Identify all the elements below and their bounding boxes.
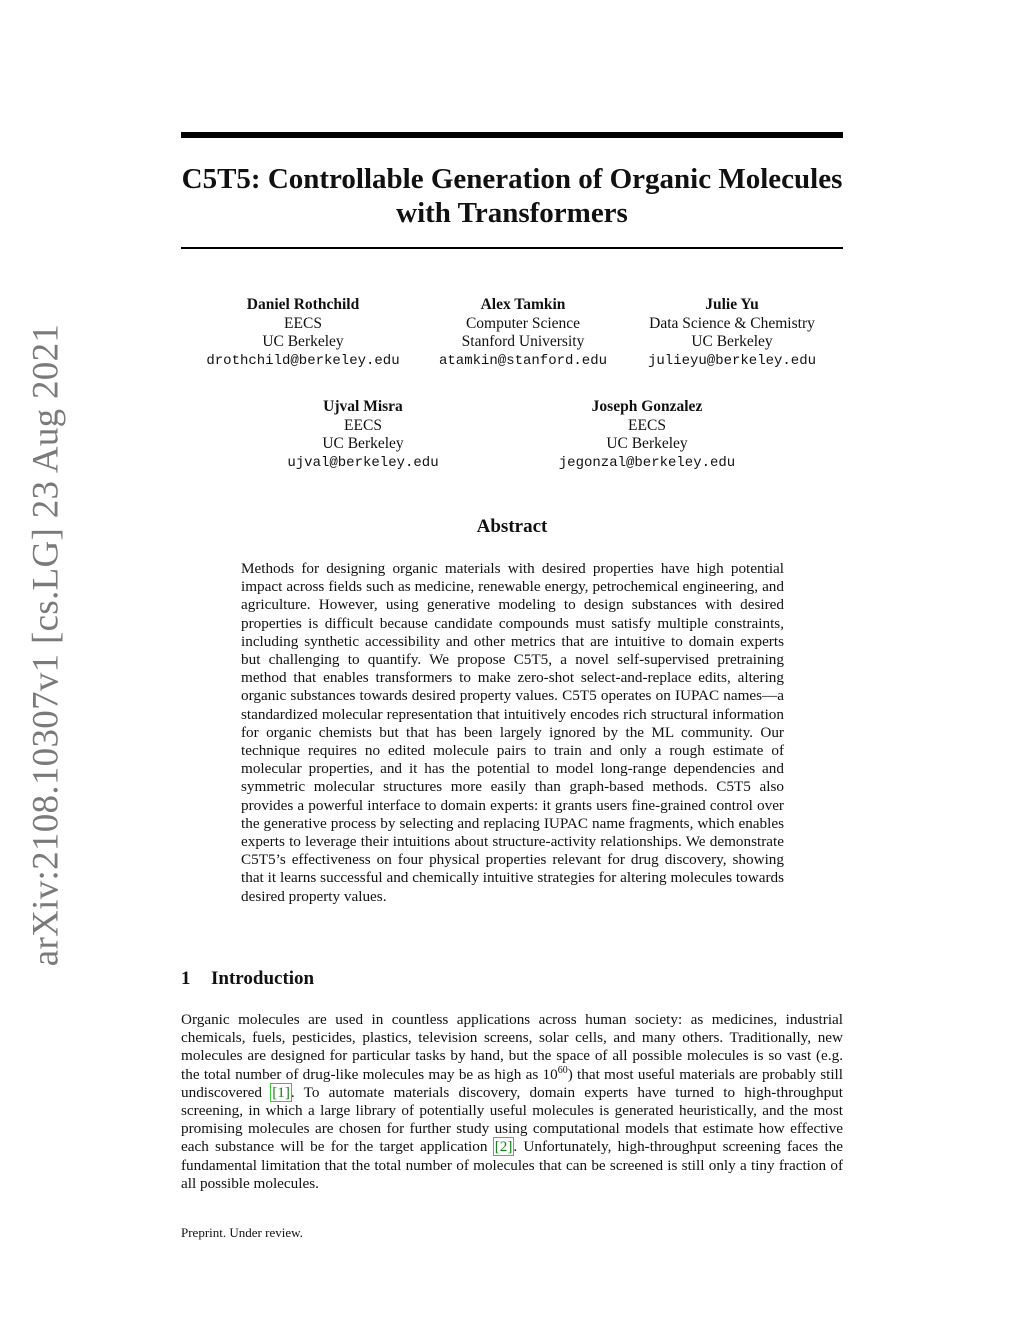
author-dept: Computer Science <box>465 314 581 332</box>
author-block <box>268 398 458 472</box>
author-email[interactable]: atamkin@stanford.edu <box>438 352 608 369</box>
citation-link[interactable]: [2] <box>494 1138 513 1156</box>
exponent: 60 <box>557 1064 568 1076</box>
author-affiliation: UC Berkeley <box>691 333 773 350</box>
paper-title-line-1: C5T5: Controllable Generation of Organic Molecules <box>181 163 843 195</box>
author-dept: EECS <box>628 416 666 434</box>
author-name: Alex Tamkin <box>480 296 566 313</box>
author-email[interactable]: jegonzal@berkeley.edu <box>558 454 736 471</box>
author-name: Daniel Rothchild <box>246 296 360 313</box>
author-email[interactable]: ujval@berkeley.edu <box>287 454 439 471</box>
section-number: 1 <box>181 968 191 989</box>
paper-title <box>181 162 843 230</box>
intro-text-2: ) that most useful materials are probably still undiscovered <box>181 1065 844 1101</box>
author-block <box>418 296 628 370</box>
author-name: Ujval Misra <box>323 398 403 415</box>
title-top-rule <box>181 132 843 138</box>
footer-note: Preprint. Under review. <box>181 1225 303 1240</box>
intro-text-3: . To automate materials discovery, domain experts have turned to high-throughput screening, in which a large library of potentially useful molecules is generated heuristically, and the most promising molecules are chosen for further study using computational models that estimate how effective each substance will be for the target application <box>181 1083 843 1156</box>
author-dept: EECS <box>344 416 382 434</box>
author-dept: Data Science & Chemistry <box>649 314 815 332</box>
author-block <box>632 296 832 370</box>
author-affiliation: UC Berkeley <box>322 435 404 452</box>
author-block <box>542 398 752 472</box>
citation-link[interactable]: [1] <box>272 1083 290 1101</box>
arxiv-identifier-text: arXiv:2108.10307v1 [cs.LG] 23 Aug 2021 <box>25 323 67 967</box>
introduction-paragraph <box>181 1011 843 1193</box>
author-name: Julie Yu <box>705 296 759 313</box>
abstract-heading: Abstract <box>476 516 548 537</box>
section-heading <box>181 968 314 990</box>
paper-title-line-2: with Transformers <box>396 197 628 229</box>
intro-text-1: Organic molecules are used in countless applications across human society: as medicines, industrial chemicals, fuels, pesticides, plastics, television screens, solar cells, and many others. Traditionally, new molecules are designed for particular tasks by hand, but the space of all possible molecules is so vast (e.g. the total number of drug-like molecules may be as high as 10 <box>181 1011 843 1083</box>
author-affiliation: UC Berkeley <box>606 435 688 452</box>
abstract-text: Methods for designing organic materials with desired properties have high potential impact across fields such as medicine, renewable energy, petrochemical engineering, and agriculture. However, using generative modeling to design substances with desired properties is difficult because candidate compounds must satisfy multiple constraints, including synthetic accessibility and other metrics that are intuitive to domain experts but challenging to quantify. We propose C5T5, a novel self-supervised pretraining method that enables transformers to make zero-shot select-and-replace edits, altering organic substances towards desired property values. C5T5 operates on IUPAC names—a standardized molecular representation that intuitively encodes rich structural information for organic chemists but that has been largely ignored by the ML community. Our technique requires no edited molecule pairs to train and only a rough estimate of molecular properties, and it has the potential to model long-range dependencies and symmetric molecular structures more easily than graph-based methods. C5T5 also provides a powerful interface to domain experts: it grants users fine-grained control over the generative process by selecting and replacing IUPAC name fragments, which enables experts to leverage their intuitions about structure-activity relationships. We demonstrate C5T5’s effectiveness on four physical properties relevant for drug discovery, showing that it learns successful and chemically intuitive strategies for altering molecules towards desired property values. <box>241 560 784 905</box>
author-name: Joseph Gonzalez <box>591 398 703 415</box>
author-dept: EECS <box>284 314 322 332</box>
section-title: Introduction <box>211 968 315 989</box>
author-block <box>193 296 413 370</box>
author-affiliation: Stanford University <box>461 333 585 350</box>
author-email[interactable]: drothchild@berkeley.edu <box>206 352 400 369</box>
title-bottom-rule <box>181 247 843 249</box>
author-email[interactable]: julieyu@berkeley.edu <box>647 352 817 369</box>
author-affiliation: UC Berkeley <box>262 333 344 350</box>
intro-text-4: . Unfortunately, high-throughput screening faces the fundamental limitation that the total number of molecules that can be screened is still only a tiny fraction of all possible molecules. <box>181 1138 843 1192</box>
